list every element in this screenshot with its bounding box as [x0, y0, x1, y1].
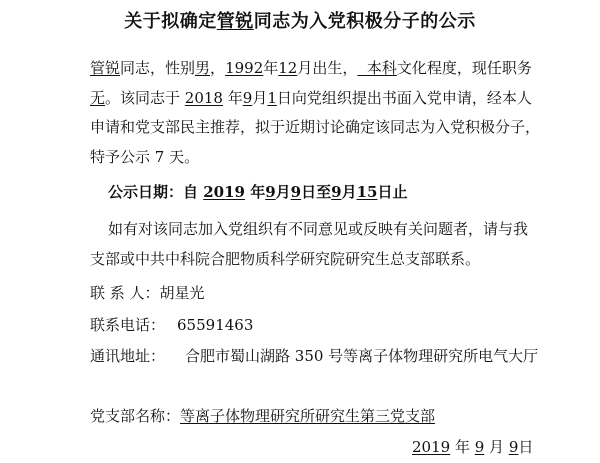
- objection-line-1: 如有对该同志加入党组织有不同意见或反映有关问题者，请与我: [108, 220, 529, 238]
- period-start-day: 9: [290, 183, 302, 201]
- application-year: 2018: [184, 89, 223, 107]
- contact-phone-value: 65591463: [177, 316, 254, 334]
- birth-year: 1992: [225, 59, 264, 77]
- contact-address-label: 通讯地址：: [90, 347, 166, 365]
- party-branch-name: 等离子体物理研究所研究生第三党支部: [180, 407, 436, 425]
- application-day: 1: [267, 89, 277, 107]
- intro-line-3: 申请和党支部民主推荐，拟于近期讨论确定该同志为入党积极分子，: [90, 118, 541, 136]
- contact-phone-label: 联系电话：: [90, 316, 166, 334]
- party-branch-label: 党支部名称：: [90, 407, 181, 425]
- gender: 男: [195, 59, 211, 77]
- signature-date: 2019 年 9 月 9日: [412, 438, 534, 456]
- date-month: 9: [474, 438, 485, 456]
- application-month: 9: [242, 89, 253, 107]
- party-branch: [90, 406, 435, 426]
- period-year: 2019: [203, 183, 245, 201]
- education: 本科: [357, 59, 397, 77]
- intro-line-2: 无。该同志于 2018 年9月1日向党组织提出书面入党申请，经本人: [90, 89, 532, 107]
- contact-person: [90, 283, 205, 303]
- birth-month: 12: [278, 59, 298, 77]
- contact-address: [90, 346, 538, 366]
- objection-line-2: 支部或中共中科院合肥物质科学研究院研究生总支部联系。: [90, 250, 481, 268]
- page-title: [0, 7, 600, 33]
- intro-line-4: 特予公示 7 天。: [90, 148, 200, 166]
- title-name: 管锐: [216, 11, 254, 32]
- contact-person-value: 胡星光: [159, 284, 205, 302]
- date-year: 2019: [412, 438, 451, 456]
- title-suffix: 同志为入党积极分子的公示: [253, 11, 476, 32]
- contact-phone: [90, 315, 253, 335]
- intro-line-1: 管锐同志，性别男，1992年12月出生， 本科文化程度，现任职务: [90, 59, 532, 77]
- period-end-month: 9: [331, 183, 342, 201]
- period-end-day: 15: [356, 183, 378, 201]
- candidate-name: 管锐: [90, 59, 121, 77]
- title-prefix: 关于拟确定: [124, 11, 217, 32]
- period-start-month: 9: [265, 183, 276, 201]
- contact-person-label: 联 系 人：: [90, 284, 160, 302]
- notice-period: 公示日期：自 2019 年9月9日至9月15日止: [108, 183, 408, 201]
- current-post: 无: [90, 89, 106, 107]
- contact-address-value: 合肥市蜀山湖路 350 号等离子体物理研究所电气大厅: [185, 347, 539, 365]
- date-day: 9: [508, 438, 519, 456]
